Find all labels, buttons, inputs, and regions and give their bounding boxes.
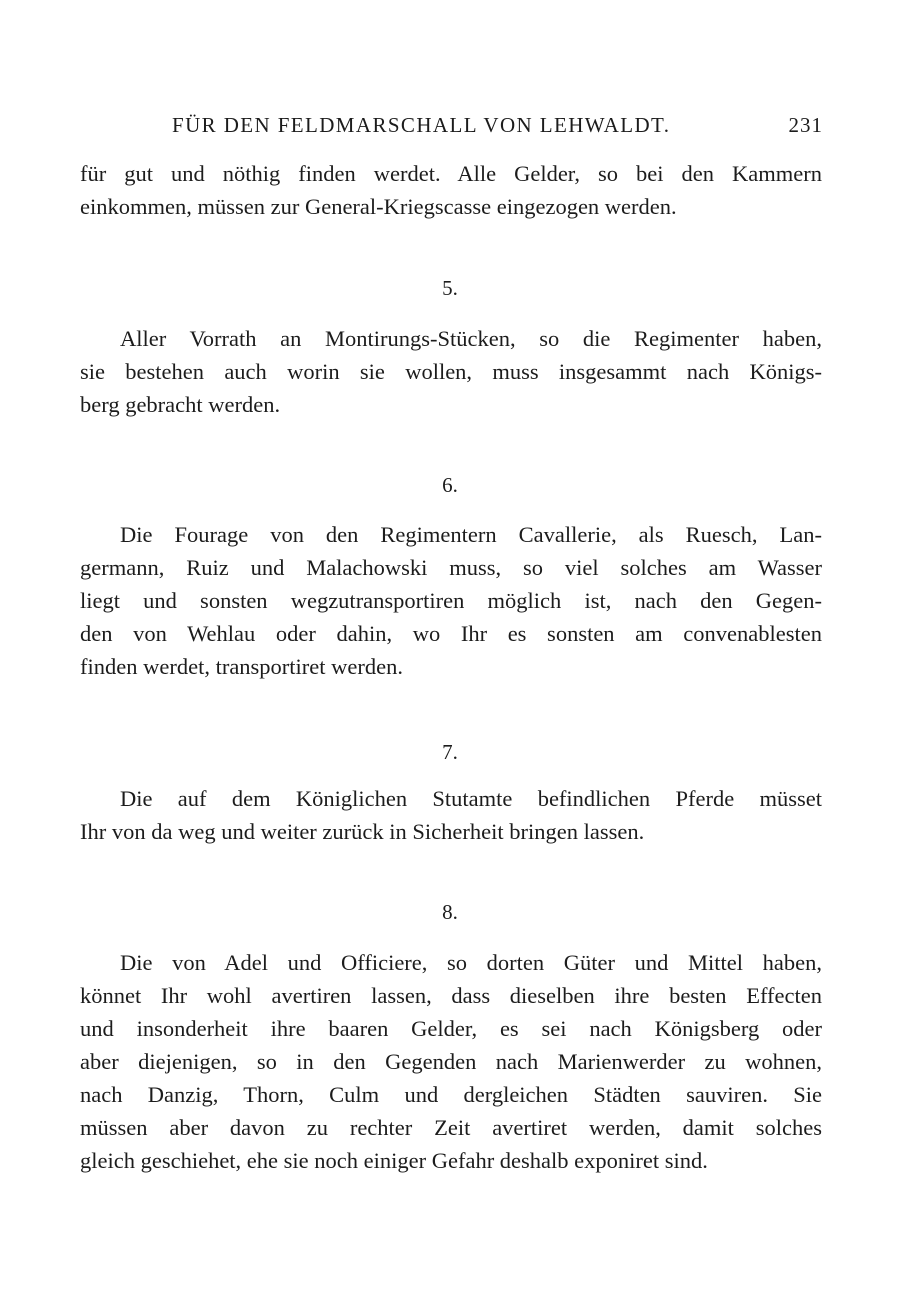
- paragraph-line: nach Danzig, Thorn, Culm und dergleichen Städten sauviren. Sie: [80, 1082, 822, 1107]
- paragraph-line: Aller Vorrath an Montirungs-Stücken, so die Regimenter haben,: [120, 326, 822, 351]
- running-title: FÜR DEN FELDMARSCHALL VON LEHWALDT.: [172, 113, 671, 137]
- section-5-paragraph: [80, 322, 822, 421]
- paragraph-line: berg gebracht werden.: [80, 392, 281, 417]
- section-number-6: 6.: [442, 473, 458, 497]
- section-8-paragraph: [80, 946, 822, 1177]
- section-7-paragraph: [80, 782, 822, 848]
- paragraph-line: finden werdet, transportiret werden.: [80, 654, 403, 679]
- paragraph-line: Die auf dem Königlichen Stutamte befindlichen Pferde müsset: [120, 786, 822, 811]
- paragraph-line: Ihr von da weg und weiter zurück in Sicherheit bringen lassen.: [80, 819, 645, 844]
- paragraph-line: den von Wehlau oder dahin, wo Ihr es sonsten am convenablesten: [80, 621, 822, 646]
- paragraph-line: Die Fourage von den Regimentern Cavallerie, als Ruesch, Lan-: [120, 522, 822, 547]
- paragraph-line: müssen aber davon zu rechter Zeit avertiret werden, damit solches: [80, 1115, 822, 1140]
- paragraph-line: germann, Ruiz und Malachowski muss, so viel solches am Wasser: [80, 555, 822, 580]
- paragraph-line: für gut und nöthig finden werdet. Alle Gelder, so bei den Kammern: [80, 161, 822, 186]
- paragraph-line: könnet Ihr wohl avertiren lassen, dass dieselben ihre besten Effecten: [80, 983, 822, 1008]
- paragraph-line: liegt und sonsten wegzutransportiren möglich ist, nach den Gegen-: [80, 588, 822, 613]
- section-number-5: 5.: [442, 276, 458, 300]
- paragraph-line: gleich geschiehet, ehe sie noch einiger Gefahr deshalb exponiret sind.: [80, 1148, 708, 1173]
- paragraph-line: einkommen, müssen zur General-Kriegscasse eingezogen werden.: [80, 194, 677, 219]
- section-number-7: 7.: [442, 740, 458, 764]
- paragraph-line: sie bestehen auch worin sie wollen, muss insgesammt nach Königs-: [80, 359, 822, 384]
- section-number-8: 8.: [442, 900, 458, 924]
- intro-paragraph: [80, 157, 822, 223]
- paragraph-line: Die von Adel und Officiere, so dorten Güter und Mittel haben,: [120, 950, 822, 975]
- running-head: [80, 113, 825, 143]
- paragraph-line: und insonderheit ihre baaren Gelder, es sei nach Königsberg oder: [80, 1016, 822, 1041]
- paragraph-line: aber diejenigen, so in den Gegenden nach Marienwerder zu wohnen,: [80, 1049, 822, 1074]
- section-6-paragraph: [80, 518, 822, 683]
- page-number: 231: [788, 113, 823, 137]
